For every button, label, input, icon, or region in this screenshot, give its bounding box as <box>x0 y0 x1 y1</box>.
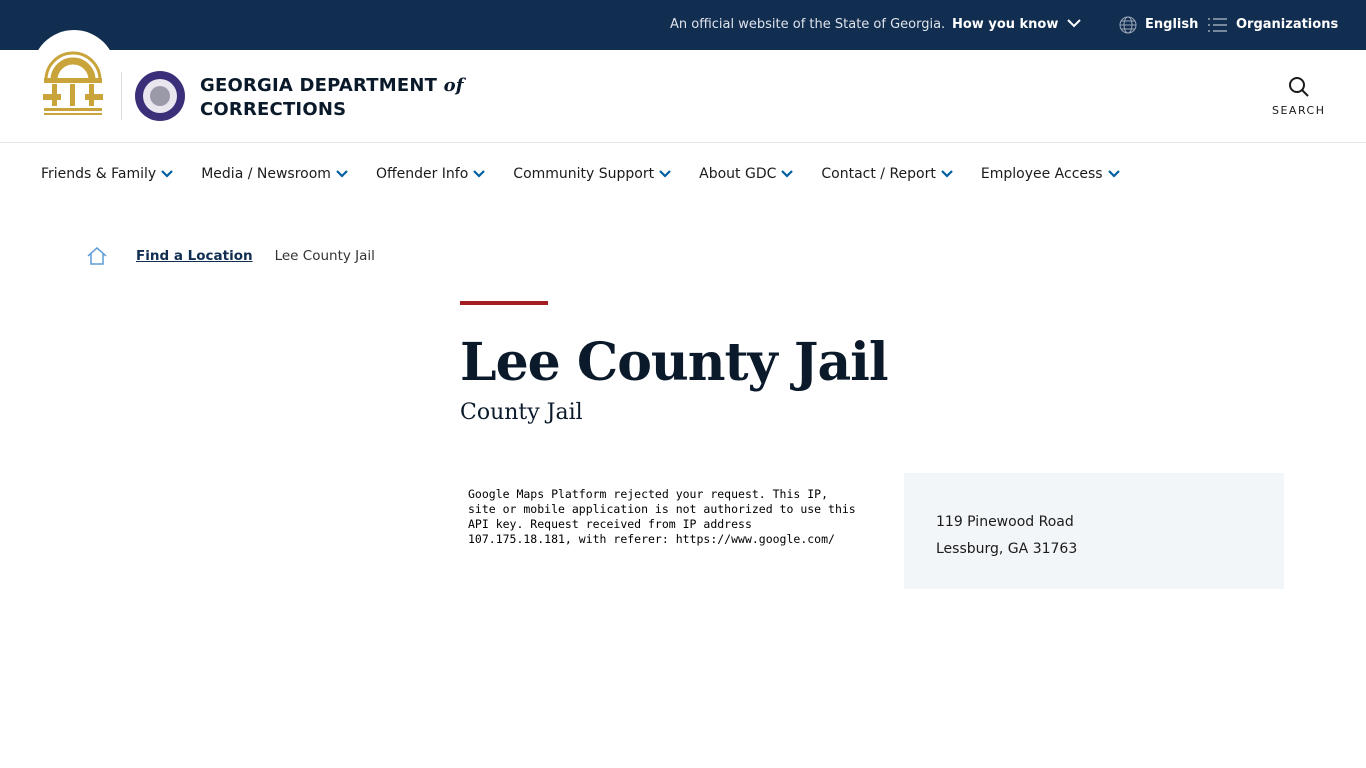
how-you-know-label: How you know <box>952 17 1059 32</box>
globe-icon <box>1119 16 1137 34</box>
site-title[interactable] <box>200 74 464 122</box>
home-icon[interactable] <box>86 246 108 266</box>
chevron-down-icon <box>1108 170 1120 178</box>
page-subtitle: County Jail <box>460 400 583 425</box>
nav-contact-report[interactable] <box>821 166 953 182</box>
chevron-down-icon <box>941 170 953 178</box>
breadcrumb-current: Lee County Jail <box>274 248 375 264</box>
page-title: Lee County Jail <box>460 332 888 393</box>
main-nav <box>41 166 1120 182</box>
nav-about-gdc[interactable] <box>699 166 793 182</box>
brand-line1: GEORGIA DEPARTMENT <box>200 75 438 96</box>
list-icon <box>1208 18 1227 32</box>
brand-line2: CORRECTIONS <box>200 99 347 120</box>
nav-offender-info[interactable] <box>376 166 485 182</box>
nav-media-newsroom[interactable] <box>201 166 348 182</box>
map-error-message: Google Maps Platform rejected your request. This IP, site or mobile application is not authorized to use this API key. Request received from IP address 107.175.18.181, with referer: https://www.google.com/ <box>468 487 856 546</box>
search-label: SEARCH <box>1272 104 1326 117</box>
language-button[interactable]: English <box>1145 17 1199 32</box>
nav-label: Media / Newsroom <box>201 166 331 182</box>
organizations-button[interactable]: Organizations <box>1236 17 1339 32</box>
nav-label: Community Support <box>513 166 655 182</box>
chevron-down-icon <box>659 170 671 178</box>
official-text: An official website of the State of Georgia. <box>670 17 946 32</box>
chevron-down-icon <box>336 170 348 178</box>
chevron-down-icon <box>781 170 793 178</box>
nav-label: Friends & Family <box>41 166 157 182</box>
address-card <box>904 473 1284 589</box>
nav-label: Offender Info <box>375 166 469 182</box>
nav-community-support[interactable] <box>513 166 671 182</box>
chevron-down-icon <box>161 170 173 178</box>
gdc-seal-logo[interactable] <box>134 70 186 122</box>
nav-employee-access[interactable] <box>981 166 1120 182</box>
logo-divider <box>121 72 122 120</box>
chevron-down-icon <box>1067 18 1081 28</box>
breadcrumb-find-location[interactable]: Find a Location <box>136 248 253 264</box>
breadcrumb <box>86 246 375 266</box>
search-button[interactable] <box>1272 75 1326 117</box>
brand-of: of <box>443 75 464 96</box>
chevron-down-icon <box>473 170 485 178</box>
top-banner <box>0 0 1366 50</box>
georgia-state-logo[interactable] <box>40 42 106 116</box>
how-you-know-button[interactable] <box>952 17 1081 32</box>
title-accent-bar <box>460 301 548 305</box>
address-street: 119 Pinewood Road <box>936 514 1074 530</box>
nav-friends-family[interactable] <box>41 166 173 182</box>
search-icon <box>1287 75 1311 99</box>
nav-label: About GDC <box>699 166 777 182</box>
address-city: Lessburg, GA 31763 <box>936 541 1078 557</box>
header-divider <box>0 142 1366 143</box>
nav-label: Employee Access <box>980 166 1103 182</box>
nav-label: Contact / Report <box>821 166 936 182</box>
